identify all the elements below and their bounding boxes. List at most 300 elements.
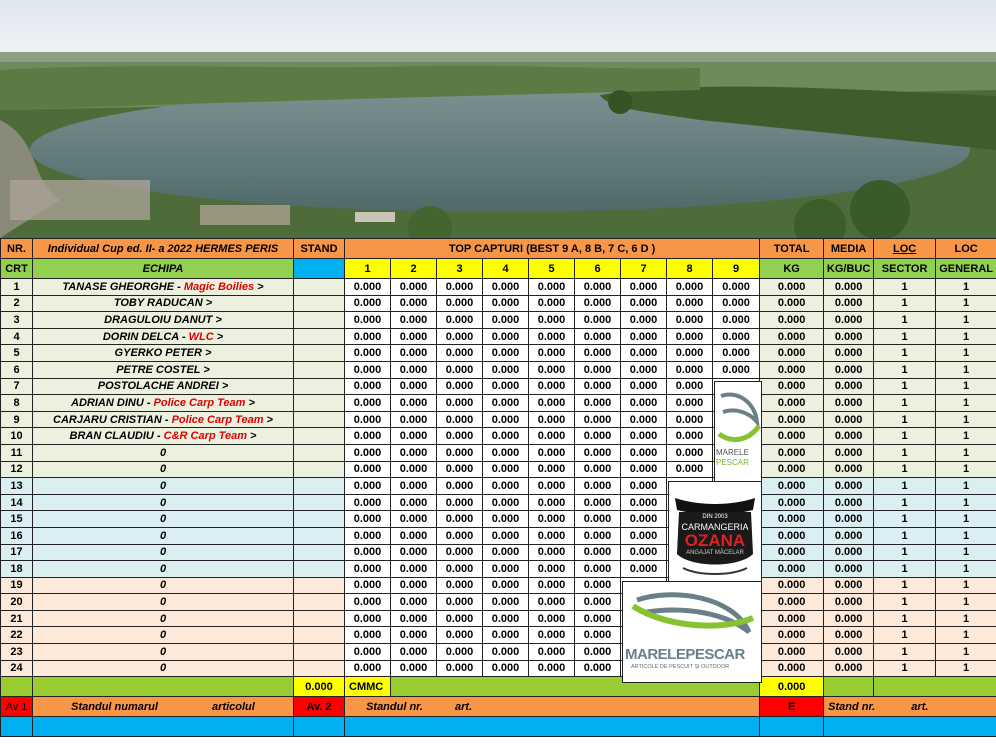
row-score-4: 0.000 [483, 312, 529, 329]
header-stand-blank [294, 259, 345, 279]
row-score-8: 0.000 [667, 279, 713, 296]
table-row [1, 511, 996, 528]
footer-e: E [760, 697, 824, 717]
row-loc-sector: 1 [874, 428, 936, 445]
row-competitor [33, 378, 294, 395]
row-score-6: 0.000 [575, 544, 621, 561]
row-competitor [33, 361, 294, 378]
header-title: Individual Cup ed. II- a 2022 HERMES PERIS [33, 239, 294, 259]
row-score-5: 0.000 [529, 312, 575, 329]
competitor-suffix: > [245, 396, 255, 409]
row-score-9: 0.000 [713, 328, 760, 345]
row-score-1: 0.000 [345, 527, 391, 544]
row-score-7: 0.000 [621, 478, 667, 495]
competitor-suffix: > [246, 430, 257, 443]
row-score-4: 0.000 [483, 428, 529, 445]
row-score-6: 0.000 [575, 577, 621, 594]
row-competitor [33, 660, 294, 677]
row-nr: 21 [1, 610, 33, 627]
row-competitor [33, 511, 294, 528]
footer-blue-5 [760, 717, 824, 737]
row-score-5: 0.000 [529, 328, 575, 345]
row-score-1: 0.000 [345, 544, 391, 561]
row-loc-general: 1 [936, 328, 996, 345]
row-loc-sector: 1 [874, 594, 936, 611]
table-row [1, 660, 996, 677]
row-score-3: 0.000 [437, 527, 483, 544]
row-stand [294, 561, 345, 578]
row-stand [294, 361, 345, 378]
row-score-1: 0.000 [345, 395, 391, 412]
competitor-name: TANASE GHEORGHE - [62, 280, 184, 293]
row-total-kg: 0.000 [760, 411, 824, 428]
row-score-4: 0.000 [483, 395, 529, 412]
row-score-4: 0.000 [483, 345, 529, 362]
competitor-name: 0 [159, 446, 167, 459]
row-score-3: 0.000 [437, 444, 483, 461]
header-stand: STAND [294, 239, 345, 259]
row-score-4: 0.000 [483, 279, 529, 296]
header-loc-general: LOC [936, 239, 996, 259]
row-media: 0.000 [824, 312, 874, 329]
row-score-2: 0.000 [391, 544, 437, 561]
row-media: 0.000 [824, 428, 874, 445]
row-score-4: 0.000 [483, 461, 529, 478]
row-score-6: 0.000 [575, 561, 621, 578]
row-loc-sector: 1 [874, 378, 936, 395]
row-loc-general: 1 [936, 428, 996, 445]
row-stand [294, 378, 345, 395]
row-score-1: 0.000 [345, 494, 391, 511]
row-loc-general: 1 [936, 627, 996, 644]
row-media: 0.000 [824, 345, 874, 362]
row-nr: 12 [1, 461, 33, 478]
header-col-7: 7 [621, 259, 667, 279]
row-score-6: 0.000 [575, 411, 621, 428]
row-score-2: 0.000 [391, 511, 437, 528]
row-loc-general: 1 [936, 444, 996, 461]
competitor-name: 0 [159, 529, 167, 542]
table-row [1, 312, 996, 329]
footer-articolul-label: articolul [212, 700, 255, 713]
row-competitor [33, 561, 294, 578]
sponsor-carmangeria-ozana [668, 481, 762, 583]
row-stand [294, 312, 345, 329]
row-score-4: 0.000 [483, 627, 529, 644]
row-score-8: 0.000 [667, 444, 713, 461]
row-score-2: 0.000 [391, 411, 437, 428]
row-score-6: 0.000 [575, 644, 621, 661]
competitor-name: 0 [159, 629, 167, 642]
row-stand [294, 627, 345, 644]
row-total-kg: 0.000 [760, 312, 824, 329]
row-loc-general: 1 [936, 279, 996, 296]
row-score-3: 0.000 [437, 627, 483, 644]
header-kg: KG [760, 259, 824, 279]
row-stand [294, 328, 345, 345]
header-top-capturi: TOP CAPTURI (BEST 9 A, 8 B, 7 C, 6 D ) [345, 239, 760, 259]
row-loc-sector: 1 [874, 610, 936, 627]
row-score-3: 0.000 [437, 544, 483, 561]
row-loc-sector: 1 [874, 478, 936, 495]
row-score-2: 0.000 [391, 345, 437, 362]
competitor-name: 0 [159, 513, 167, 526]
row-loc-sector: 1 [874, 511, 936, 528]
footer-av1: Av 1 [1, 697, 33, 717]
row-stand [294, 494, 345, 511]
table-row [1, 345, 996, 362]
row-score-5: 0.000 [529, 594, 575, 611]
row-score-5: 0.000 [529, 577, 575, 594]
row-total-kg: 0.000 [760, 428, 824, 445]
footer-stand-nr-2 [824, 697, 996, 717]
row-score-5: 0.000 [529, 395, 575, 412]
footer-blue-6 [824, 717, 996, 737]
row-score-2: 0.000 [391, 627, 437, 644]
row-loc-general: 1 [936, 295, 996, 312]
row-media: 0.000 [824, 328, 874, 345]
row-score-2: 0.000 [391, 461, 437, 478]
row-score-3: 0.000 [437, 279, 483, 296]
row-total-kg: 0.000 [760, 610, 824, 627]
row-score-3: 0.000 [437, 295, 483, 312]
row-score-1: 0.000 [345, 561, 391, 578]
row-score-6: 0.000 [575, 312, 621, 329]
row-score-3: 0.000 [437, 461, 483, 478]
marele-pescar-small-top: MARELE [716, 448, 749, 457]
competitor-name: ADRIAN DINU - [71, 396, 154, 409]
competitor-name: DRAGULOIU DANUT > [104, 313, 222, 326]
row-score-8: 0.000 [667, 312, 713, 329]
row-score-1: 0.000 [345, 660, 391, 677]
row-score-1: 0.000 [345, 644, 391, 661]
row-competitor [33, 411, 294, 428]
row-score-2: 0.000 [391, 361, 437, 378]
row-loc-general: 1 [936, 660, 996, 677]
row-score-5: 0.000 [529, 644, 575, 661]
row-score-6: 0.000 [575, 279, 621, 296]
row-score-3: 0.000 [437, 395, 483, 412]
row-total-kg: 0.000 [760, 378, 824, 395]
competitor-name: 0 [159, 496, 167, 509]
row-score-1: 0.000 [345, 444, 391, 461]
row-loc-general: 1 [936, 411, 996, 428]
header-col-2: 2 [391, 259, 437, 279]
row-score-5: 0.000 [529, 494, 575, 511]
row-score-7: 0.000 [621, 279, 667, 296]
competitor-team: Police Carp Team [171, 413, 264, 426]
row-score-3: 0.000 [437, 494, 483, 511]
row-score-6: 0.000 [575, 527, 621, 544]
row-loc-sector: 1 [874, 411, 936, 428]
table-row [1, 395, 996, 412]
footer-art-label: art. [455, 700, 473, 713]
row-media: 0.000 [824, 295, 874, 312]
footer-stand-nr2-label: Stand nr. [828, 700, 876, 713]
row-loc-sector: 1 [874, 295, 936, 312]
row-score-3: 0.000 [437, 594, 483, 611]
row-loc-sector: 1 [874, 660, 936, 677]
row-score-5: 0.000 [529, 279, 575, 296]
row-competitor [33, 478, 294, 495]
row-total-kg: 0.000 [760, 644, 824, 661]
row-score-7: 0.000 [621, 411, 667, 428]
header-sector: SECTOR [874, 259, 936, 279]
competitor-name: BRAN CLAUDIU - [69, 430, 164, 443]
row-stand [294, 395, 345, 412]
row-score-3: 0.000 [437, 361, 483, 378]
row-score-6: 0.000 [575, 594, 621, 611]
row-score-5: 0.000 [529, 527, 575, 544]
row-score-6: 0.000 [575, 395, 621, 412]
ozana-name: OZANA [684, 531, 746, 550]
row-stand [294, 279, 345, 296]
row-loc-general: 1 [936, 312, 996, 329]
row-competitor [33, 328, 294, 345]
row-loc-general: 1 [936, 527, 996, 544]
row-competitor [33, 428, 294, 445]
table-row [1, 378, 996, 395]
row-loc-general: 1 [936, 544, 996, 561]
row-score-4: 0.000 [483, 295, 529, 312]
header-kg-buc: KG/BUC [824, 259, 874, 279]
row-score-7: 0.000 [621, 561, 667, 578]
footer-standul-numarul [33, 697, 294, 717]
row-loc-general: 1 [936, 561, 996, 578]
row-stand [294, 478, 345, 495]
row-score-1: 0.000 [345, 345, 391, 362]
table-row [1, 577, 996, 594]
row-loc-sector: 1 [874, 627, 936, 644]
competitor-name: 0 [159, 612, 167, 625]
row-stand [294, 428, 345, 445]
row-media: 0.000 [824, 644, 874, 661]
row-score-4: 0.000 [483, 527, 529, 544]
row-score-3: 0.000 [437, 378, 483, 395]
row-score-4: 0.000 [483, 378, 529, 395]
row-score-4: 0.000 [483, 361, 529, 378]
row-score-4: 0.000 [483, 610, 529, 627]
header-col-8: 8 [667, 259, 713, 279]
sponsor-marele-pescar-small [714, 381, 762, 483]
competitor-team: Police Carp Team [153, 396, 246, 409]
row-loc-general: 1 [936, 461, 996, 478]
row-score-4: 0.000 [483, 644, 529, 661]
row-score-5: 0.000 [529, 444, 575, 461]
row-score-1: 0.000 [345, 361, 391, 378]
table-row [1, 361, 996, 378]
row-stand [294, 610, 345, 627]
table-row [1, 644, 996, 661]
row-score-1: 0.000 [345, 594, 391, 611]
footer-kg-total: 0.000 [760, 677, 824, 697]
footer-stand-nr-label: Standul nr. [366, 700, 423, 713]
footer-blue-2 [33, 717, 294, 737]
row-score-6: 0.000 [575, 328, 621, 345]
header-loc-sector: LOC [874, 239, 936, 259]
row-score-8: 0.000 [667, 345, 713, 362]
row-total-kg: 0.000 [760, 395, 824, 412]
row-nr: 16 [1, 527, 33, 544]
ozana-sub: ANGAJAT MĂCELAR [686, 550, 744, 556]
header-col-4: 4 [483, 259, 529, 279]
row-loc-general: 1 [936, 378, 996, 395]
row-score-7: 0.000 [621, 361, 667, 378]
row-score-3: 0.000 [437, 577, 483, 594]
row-score-3: 0.000 [437, 660, 483, 677]
row-score-6: 0.000 [575, 378, 621, 395]
row-score-2: 0.000 [391, 494, 437, 511]
row-score-1: 0.000 [345, 428, 391, 445]
table-row [1, 295, 996, 312]
table-row [1, 594, 996, 611]
row-nr: 20 [1, 594, 33, 611]
row-score-5: 0.000 [529, 295, 575, 312]
row-media: 0.000 [824, 378, 874, 395]
row-score-5: 0.000 [529, 561, 575, 578]
row-total-kg: 0.000 [760, 494, 824, 511]
row-stand [294, 644, 345, 661]
row-competitor [33, 544, 294, 561]
row-nr: 3 [1, 312, 33, 329]
row-total-kg: 0.000 [760, 279, 824, 296]
row-competitor [33, 461, 294, 478]
footer-blank-media [824, 677, 874, 697]
table-row [1, 461, 996, 478]
competitor-name: PETRE COSTEL > [116, 363, 210, 376]
row-score-2: 0.000 [391, 295, 437, 312]
row-stand [294, 444, 345, 461]
row-score-4: 0.000 [483, 594, 529, 611]
row-score-7: 0.000 [621, 312, 667, 329]
row-competitor [33, 644, 294, 661]
row-score-4: 0.000 [483, 328, 529, 345]
row-nr: 18 [1, 561, 33, 578]
row-score-3: 0.000 [437, 511, 483, 528]
row-score-5: 0.000 [529, 411, 575, 428]
row-score-7: 0.000 [621, 527, 667, 544]
row-score-8: 0.000 [667, 411, 713, 428]
row-stand [294, 544, 345, 561]
competitor-suffix: > [263, 413, 273, 426]
row-score-7: 0.000 [621, 328, 667, 345]
row-nr: 6 [1, 361, 33, 378]
header-crt: CRT [1, 259, 33, 279]
row-loc-sector: 1 [874, 644, 936, 661]
row-loc-sector: 1 [874, 328, 936, 345]
competitor-name: 0 [159, 662, 167, 675]
competitor-name: TOBY RADUCAN > [113, 297, 213, 310]
row-nr: 2 [1, 295, 33, 312]
row-media: 0.000 [824, 279, 874, 296]
table-row [1, 627, 996, 644]
table-row [1, 610, 996, 627]
row-score-7: 0.000 [621, 444, 667, 461]
row-loc-sector: 1 [874, 577, 936, 594]
row-score-3: 0.000 [437, 411, 483, 428]
row-media: 0.000 [824, 610, 874, 627]
competitor-name: 0 [159, 645, 167, 658]
row-competitor [33, 494, 294, 511]
row-score-1: 0.000 [345, 478, 391, 495]
row-score-1: 0.000 [345, 627, 391, 644]
row-score-1: 0.000 [345, 312, 391, 329]
ozana-est: DIN 2003 [702, 514, 728, 520]
row-total-kg: 0.000 [760, 660, 824, 677]
row-loc-sector: 1 [874, 444, 936, 461]
row-score-8: 0.000 [667, 395, 713, 412]
row-media: 0.000 [824, 660, 874, 677]
row-media: 0.000 [824, 627, 874, 644]
footer-blue-1 [1, 717, 33, 737]
row-score-4: 0.000 [483, 660, 529, 677]
row-stand [294, 411, 345, 428]
results-table [0, 238, 996, 737]
row-score-3: 0.000 [437, 478, 483, 495]
row-score-4: 0.000 [483, 561, 529, 578]
row-score-7: 0.000 [621, 428, 667, 445]
row-media: 0.000 [824, 444, 874, 461]
row-score-7: 0.000 [621, 378, 667, 395]
row-score-8: 0.000 [667, 461, 713, 478]
row-score-5: 0.000 [529, 610, 575, 627]
row-score-6: 0.000 [575, 428, 621, 445]
row-score-2: 0.000 [391, 312, 437, 329]
header-col-3: 3 [437, 259, 483, 279]
row-nr: 5 [1, 345, 33, 362]
row-media: 0.000 [824, 511, 874, 528]
row-score-1: 0.000 [345, 378, 391, 395]
row-score-6: 0.000 [575, 511, 621, 528]
row-loc-sector: 1 [874, 527, 936, 544]
row-nr: 19 [1, 577, 33, 594]
row-score-4: 0.000 [483, 511, 529, 528]
competitor-name: 0 [159, 596, 167, 609]
row-score-1: 0.000 [345, 511, 391, 528]
marele-pescar-tagline: ARTICOLE DE PESCUIT ȘI OUTDOOR [631, 664, 730, 670]
row-stand [294, 660, 345, 677]
row-score-7: 0.000 [621, 461, 667, 478]
marele-pescar-wordmark: MARELEPESCAR [625, 646, 745, 663]
header-col-1: 1 [345, 259, 391, 279]
row-total-kg: 0.000 [760, 561, 824, 578]
row-score-3: 0.000 [437, 610, 483, 627]
row-score-2: 0.000 [391, 660, 437, 677]
row-score-4: 0.000 [483, 577, 529, 594]
row-loc-general: 1 [936, 478, 996, 495]
row-score-6: 0.000 [575, 627, 621, 644]
row-score-5: 0.000 [529, 627, 575, 644]
table-row [1, 279, 996, 296]
row-nr: 8 [1, 395, 33, 412]
row-competitor [33, 395, 294, 412]
row-total-kg: 0.000 [760, 594, 824, 611]
row-competitor [33, 295, 294, 312]
row-score-7: 0.000 [621, 295, 667, 312]
row-total-kg: 0.000 [760, 478, 824, 495]
competitor-suffix: > [213, 330, 224, 343]
competitor-suffix: > [254, 280, 264, 293]
header-nr: NR. [1, 239, 33, 259]
row-score-7: 0.000 [621, 395, 667, 412]
row-competitor [33, 594, 294, 611]
row-competitor [33, 627, 294, 644]
competitor-name: 0 [159, 479, 167, 492]
row-nr: 24 [1, 660, 33, 677]
ozana-brand: CARMANGERIA [681, 522, 749, 532]
row-loc-sector: 1 [874, 561, 936, 578]
row-score-4: 0.000 [483, 411, 529, 428]
